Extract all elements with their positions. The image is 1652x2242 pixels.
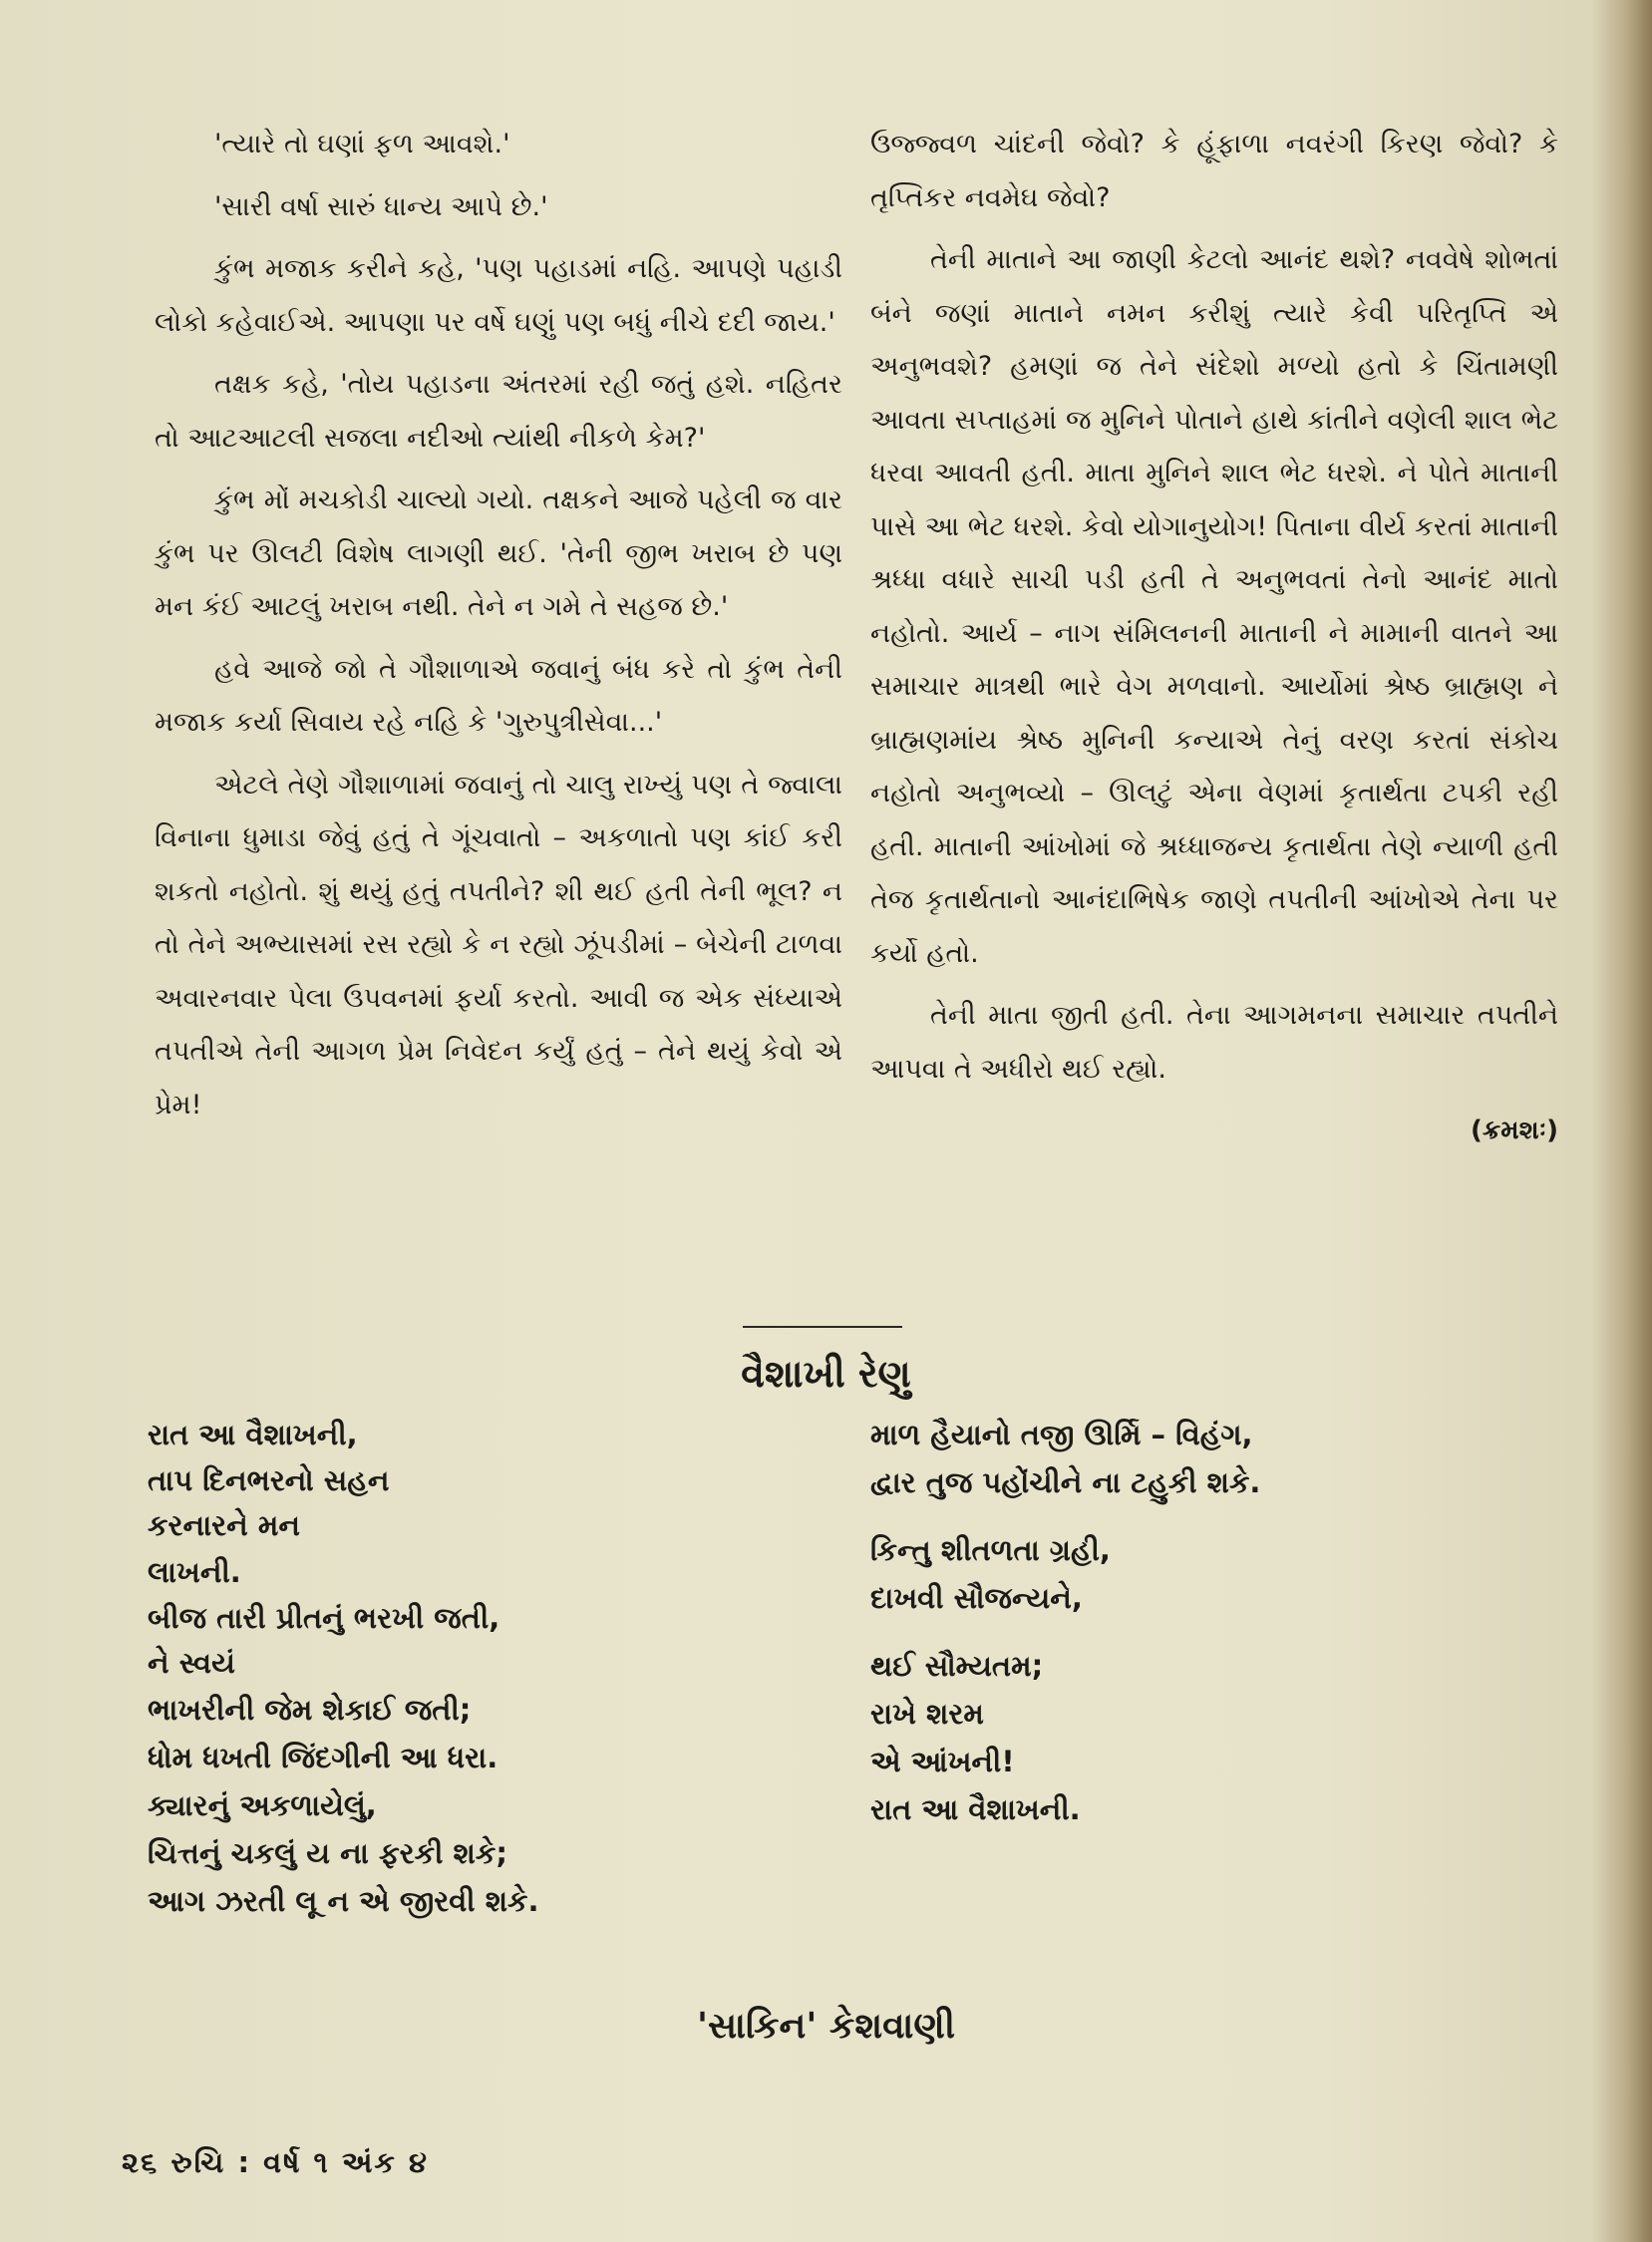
poem-line: દાખવી સૌજન્યને, <box>870 1581 1083 1615</box>
paragraph: 'ત્યારે તો ઘણાં ફળ આવશે.' <box>214 129 510 160</box>
poem-line: ક્યારનું અકળાયેલું, <box>148 1788 377 1822</box>
poem-line: ધોમ ધખતી જિંદગીની આ ધરા. <box>148 1741 498 1774</box>
poem-line: કિન્તુ શીતળતા ગ્રહી, <box>870 1533 1111 1567</box>
poem-line: ચિત્તનું ચકલું ય ના ફરકી શકે; <box>148 1836 507 1870</box>
paragraph: કુંભ મજાક કરીને કહે, 'પણ પહાડમાં નહિ. આપણે પહાડી લોકો કહેવાઈએ. આપણા પર વર્ષે ઘણું પણ બધું નીચે દદી જાય.' <box>155 253 842 338</box>
poem-author: 'સાકિન' કેશવાણી <box>696 2006 956 2047</box>
poem-left-stanza <box>148 1411 706 1925</box>
paragraph: 'સારી વર્ષા સારું ધાન્ય આપે છે.' <box>214 190 548 222</box>
paragraph: તેની માતાને આ જાણી કેટલો આનંદ થશે? નવવેષે શોભતાં બંને જણાં માતાને નમન કરીશું ત્યારે કેવી પરિતૃપ્તિ એ અનુભવશે? હમણાં જ તેને સંદેશો મળ્યો હતો કે ચિંતામણી આવતા સપ્તાહમાં જ મુનિને પોતાને હાથે કાંતીને વણેલી શાલ ભેટ ધરવા આવતી હતી. માતા મુનિને શાલ ભેટ ધરશે. ને પોતે માતાની પાસે આ ભેટ ધરશે. કેવો યોગાનુયોગ! પિતાના વીર્ય કરતાં માતાની શ્રધ્ધા વધારે સાચી પડી હતી તે અનુભવતાં તેનો આનંદ માતો નહોતો. આર્ય – નાગ સંમિલનની માતાની ને મામાની વાતને આ સમાચાર માત્રથી ભારે વેગ મળવાનો. આર્યોમાં શ્રેષ્ઠ બ્રાહ્મણ ને બ્રાહ્મણમાંય શ્રેષ્ઠ મુનિની કન્યાએ તેનું વરણ કરતાં સંકોચ નહોતો અનુભવ્યો – ઊલટું એના વેણમાં કૃતાર્થતા ટપકી રહી હતી. માતાની આંખોમાં જે શ્રધ્ધાજન્ય કૃતાર્થતા તેણે ન્યાળી હતી તેજ કૃતાર્થતાનો આનંદાભિષેક જાણે તપતીની આંખોએ તેના પર કર્યો હતો. <box>870 244 1558 969</box>
poem-line: કરનારને મન <box>148 1508 300 1542</box>
poem-line: માળ હૈયાનો તજી ઊર્મિ – વિહંગ, <box>870 1418 1253 1451</box>
paragraph: હવે આજે જો તે ગૌશાળાએ જવાનું બંધ કરે તો કુંભ તેની મજાક કર્યા સિવાય રહે નહિ કે 'ગુરુપુત્રીસેવા...' <box>155 653 842 738</box>
poem-title: વૈશાખી રેણુ <box>741 1352 911 1396</box>
poem-line: દ્વાર તુજ પહોંચીને ના ટહુકી શકે. <box>870 1465 1261 1499</box>
left-prose-column <box>155 118 842 1140</box>
continued-label: (ક્રમશઃ) <box>1471 1116 1558 1145</box>
poem-right-stanza <box>870 1411 1469 1833</box>
poem-line: ભાખરીની જેમ શેકાઈ જતી; <box>148 1693 472 1727</box>
stanza-gap <box>870 1506 1469 1526</box>
poem-line: ને સ્વયં <box>148 1646 235 1680</box>
paragraph: તક્ષક કહે, 'તોય પહાડના અંતરમાં રહી જતું હશે. નહિતર તો આટઆટલી સજલા નદીઓ ત્યાંથી નીકળે કેમ?' <box>155 369 842 454</box>
right-prose-column <box>870 118 1558 1158</box>
paragraph: કુંભ મોં મચકોડી ચાલ્યો ગયો. તક્ષકને આજે પહેલી જ વાર કુંભ પર ઊલટી વિશેષ લાગણી થઈ. 'તેની જીભ ખરાબ છે પણ મન કંઈ આટલું ખરાબ નથી. તેને ન ગમે તે સહજ છે.' <box>155 484 843 622</box>
stanza-gap <box>870 1622 1469 1642</box>
poem-line: થઈ સૌમ્યતમ; <box>870 1649 1044 1683</box>
paragraph: ઉજ્જ્વળ ચાંદની જેવો? કે હૂંફાળા નવરંગી કિરણ જેવો? કે તૃપ્તિકર નવમેઘ જેવો? <box>870 129 1558 213</box>
poem-line: લાખની. <box>148 1555 241 1589</box>
section-divider <box>743 1326 902 1328</box>
page-spine-shadow <box>1592 0 1652 2242</box>
poem-line: રાત આ વૈશાખની. <box>870 1792 1081 1826</box>
poem-line: તાપ દિનભરનો સહન <box>148 1463 390 1497</box>
poem-line: રાખે શરમ <box>870 1697 984 1731</box>
page-footer: ૨૬ રુચિ : વર્ષ ૧ અંક ૪ <box>122 2145 429 2179</box>
paragraph: તેની માતા જીતી હતી. તેના આગમનના સમાચાર તપતીને આપવા તે અધીરો થઈ રહ્યો. <box>870 1000 1558 1085</box>
poem-line: આગ ઝરતી લૂ ન એ જીરવી શકે. <box>148 1884 539 1918</box>
poem-line: બીજ તારી પ્રીતનું ભરખી જતી, <box>148 1601 500 1635</box>
poem-line: એ આંખની! <box>870 1745 1015 1778</box>
poem-line: રાત આ વૈશાખની, <box>148 1418 358 1451</box>
paragraph: એટલે તેણે ગૌશાળામાં જવાનું તો ચાલુ રાખ્યું પણ તે જ્વાલા વિનાના ધુમાડા જેવું હતું તે ગૂંચવાતો – અકળાતો પણ કાંઈ કરી શકતો નહોતો. શું થયું હતું તપતીને? શી થઈ હતી તેની ભૂલ? ન તો તેને અભ્યાસમાં રસ રહ્યો કે ન રહ્યો ઝૂંપડીમાં – બેચેની ટાળવા અવારનવાર પેલા ઉપવનમાં ફર્યા કરતો. આવી જ એક સંધ્યાએ તપતીએ તેની આગળ પ્રેમ નિવેદન કર્યું હતું – તેને થયું કેવો એ પ્રેમ! <box>155 769 842 1121</box>
